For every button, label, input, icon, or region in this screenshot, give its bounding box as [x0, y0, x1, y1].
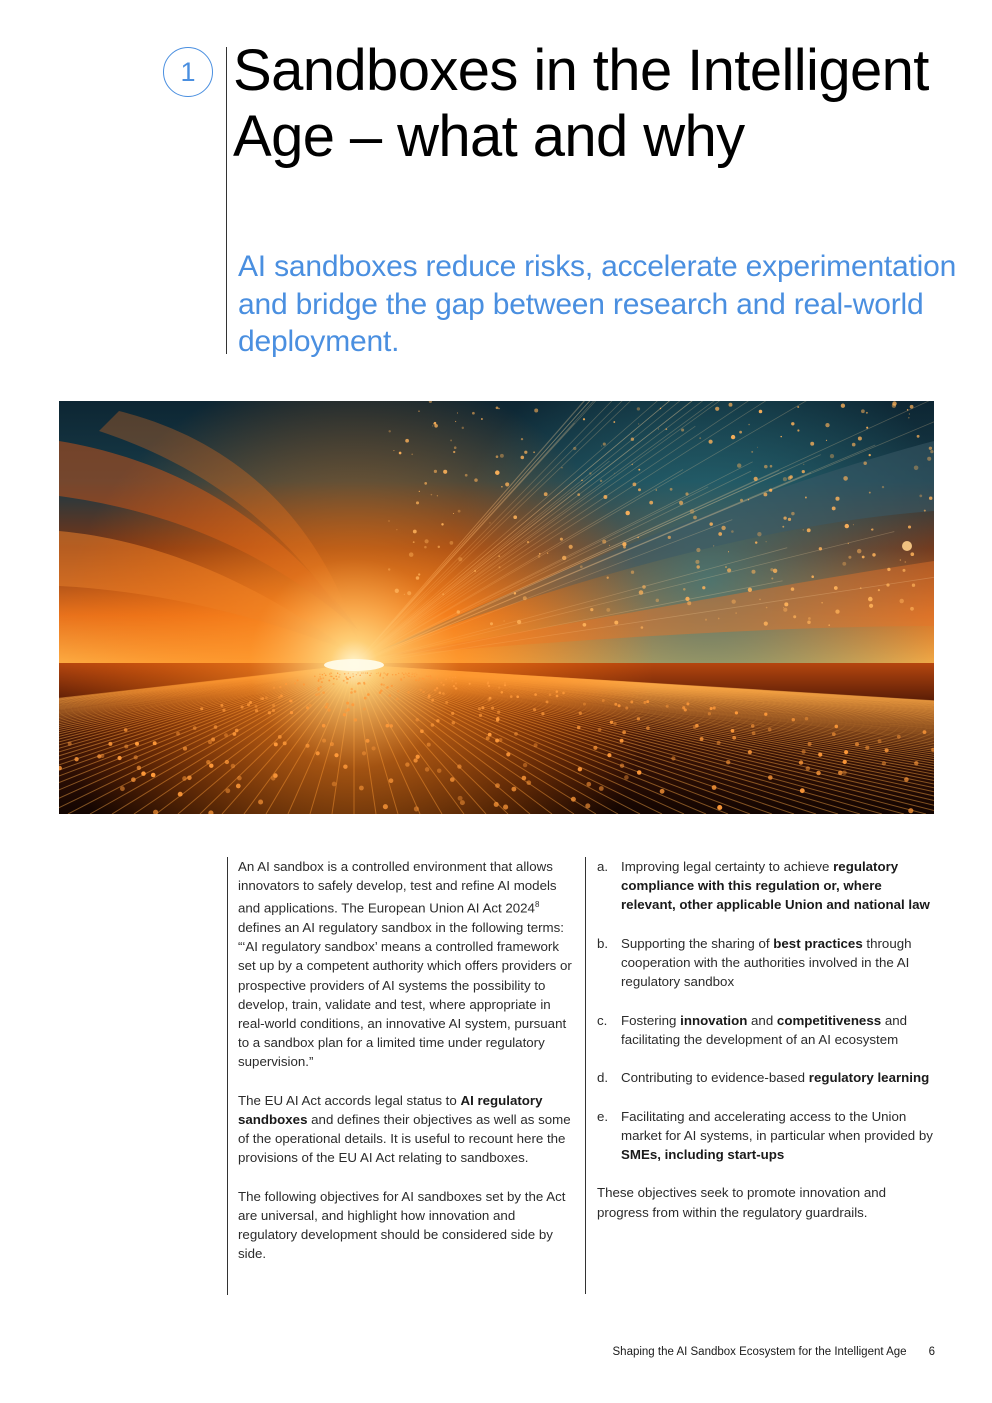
- intro-paragraph: An AI sandbox is a controlled environment that allows innovators to safely develop, test and refine AI models and applications. The European Union AI Act 2024$^8$ defines an AI regulatory sandbox in the following terms: “‘AI regulatory sandbox’ means a controlled framework set up by a competent authority which offers providers or prospective providers of AI systems the possibility to develop, train, validate and test, where appropriate in real-world conditions, an innovative AI system, pursuant to a sandbox plan for a limited time under regulatory supervision.”: [238, 859, 572, 1070]
- objective-item: e. Facilitating and accelerating access to the Union market for AI systems, in particular when provided by SMEs, including start-ups: [597, 1108, 933, 1162]
- footer-title: Shaping the AI Sandbox Ecosystem for the Intelligent Age: [612, 1346, 907, 1358]
- page-title: Sandboxes in the Intelligent Age – what and why: [233, 38, 929, 169]
- objective-item: d. Contributing to evidence-based regulatory learning: [597, 1070, 930, 1086]
- legal-status-paragraph: The EU AI Act accords legal status to AI regulatory sandboxes and defines their objectives as well as some of the operational details. It is useful to recount here the provisions of the EU AI Act relating to sandboxes.: [238, 1092, 571, 1166]
- chapter-number-badge: [163, 47, 213, 97]
- objective-item: a. Improving legal certainty to achieve regulatory compliance with this regulation or, where relevant, other applicable Union and national law: [597, 859, 930, 913]
- header-divider: [226, 47, 227, 354]
- page-number: 6: [928, 1346, 935, 1358]
- left-column: [238, 857, 578, 1283]
- right-column-divider: [585, 857, 586, 1294]
- sunset-digital-field-image: [59, 401, 934, 814]
- footnote-ref: 8: [534, 900, 540, 910]
- objective-item: b. Supporting the sharing of best practices through cooperation with the authorities involved in the AI regulatory sandbox: [597, 935, 912, 990]
- left-column-divider: [227, 857, 228, 1295]
- page-subtitle: AI sandboxes reduce risks, accelerate experimentation and bridge the gap between research and real-world deployment.: [238, 250, 957, 358]
- chapter-number: 1: [180, 56, 196, 87]
- right-column: [597, 857, 937, 1241]
- objectives-intro-paragraph: The following objectives for AI sandboxes set by the Act are universal, and highlight how innovation and regulatory development should be considered side by side.: [238, 1188, 566, 1262]
- page-footer: [400, 1346, 935, 1358]
- objective-item: c. Fostering innovation and competitiveness and facilitating the development of an AI ecosystem: [597, 1012, 908, 1047]
- closing-paragraph: These objectives seek to promote innovation and progress from within the regulatory guardrails.: [597, 1185, 887, 1220]
